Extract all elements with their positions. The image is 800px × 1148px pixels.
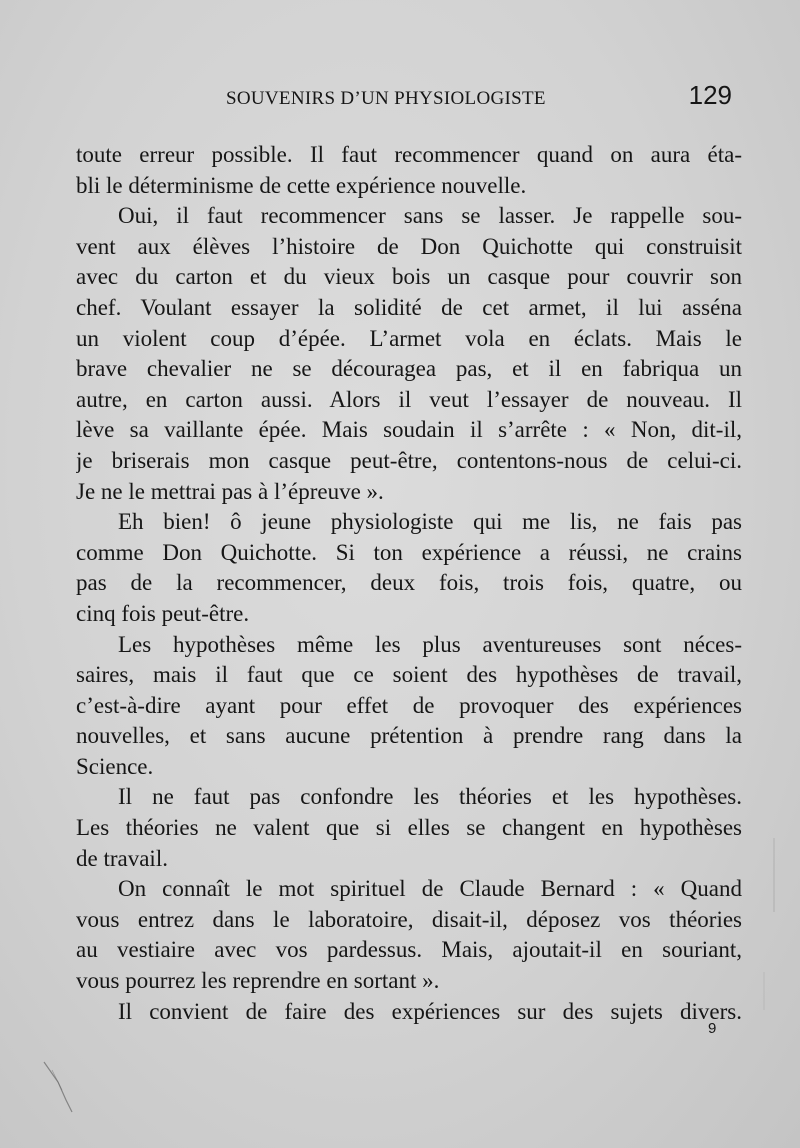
- signature-mark: 9: [708, 1020, 717, 1037]
- text-line: bli le déterminisme de cette expérience nouvelle.: [76, 172, 527, 198]
- text-line: cinq fois peut-être.: [76, 600, 250, 626]
- text-line: Il convient de faire des expériences sur des sujets divers.: [118, 998, 742, 1024]
- text-line: Eh bien! ô jeune physiologiste qui me lis, ne fais pas: [118, 509, 742, 535]
- text-line: vous entrez dans le laboratoire, disait-il, déposez vos théories: [76, 906, 742, 932]
- text-line: un violent coup d’épée. L’armet vola en éclats. Mais le: [76, 325, 742, 351]
- text-line: vent aux élèves l’histoire de Don Quichotte qui construisit: [76, 233, 742, 259]
- text-line: chef. Voulant essayer la solidité de cet armet, il lui asséna: [76, 294, 742, 320]
- text-line: Les théories ne valent que si elles se changent en hypothèses: [76, 815, 742, 841]
- text-line: Oui, il faut recommencer sans se lasser. Je rappelle sou-: [118, 203, 742, 229]
- text-line: comme Don Quichotte. Si ton expérience a réussi, ne crains: [76, 539, 742, 565]
- text-line: Les hypothèses même les plus aventureuses sont néces-: [118, 631, 742, 657]
- text-line: nouvelles, et sans aucune prétention à prendre rang dans la: [76, 723, 742, 749]
- text-line: autre, en carton aussi. Alors il veut l’essayer de nouveau. Il: [76, 386, 742, 412]
- text-line: saires, mais il faut que ce soient des hypothèses de travail,: [76, 662, 742, 688]
- page-number: 129: [688, 80, 732, 110]
- text-line: Science.: [76, 753, 154, 779]
- text-line: de travail.: [76, 845, 168, 871]
- text-line: c’est-à-dire ayant pour effet de provoquer des expériences: [76, 692, 742, 718]
- text-line: brave chevalier ne se découragea pas, et il en fabriqua un: [76, 356, 742, 382]
- text-line: je briserais mon casque peut-être, contentons-nous de celui-ci.: [76, 447, 742, 473]
- text-line: On connaît le mot spirituel de Claude Bernard : « Quand: [118, 876, 742, 902]
- text-line: avec du carton et du vieux bois un casque pour couvrir son: [76, 264, 742, 290]
- running-title: SOUVENIRS D’UN PHYSIOLOGISTE: [226, 88, 546, 109]
- text-line: au vestiaire avec vos pardessus. Mais, ajoutait-il en souriant,: [76, 937, 742, 963]
- text-line: pas de la recommencer, deux fois, trois fois, quatre, ou: [76, 570, 742, 596]
- text-line: toute erreur possible. Il faut recommencer quand on aura éta-: [76, 142, 742, 167]
- text-line: Il ne faut pas confondre les théories et les hypothèses.: [118, 784, 742, 810]
- text-line: Je ne le mettrai pas à l’épreuve ».: [76, 478, 384, 504]
- text-line: lève sa vaillante épée. Mais soudain il s’arrête : « Non, dit-il,: [76, 417, 742, 443]
- text-line: vous pourrez les reprendre en sortant ».: [76, 968, 440, 994]
